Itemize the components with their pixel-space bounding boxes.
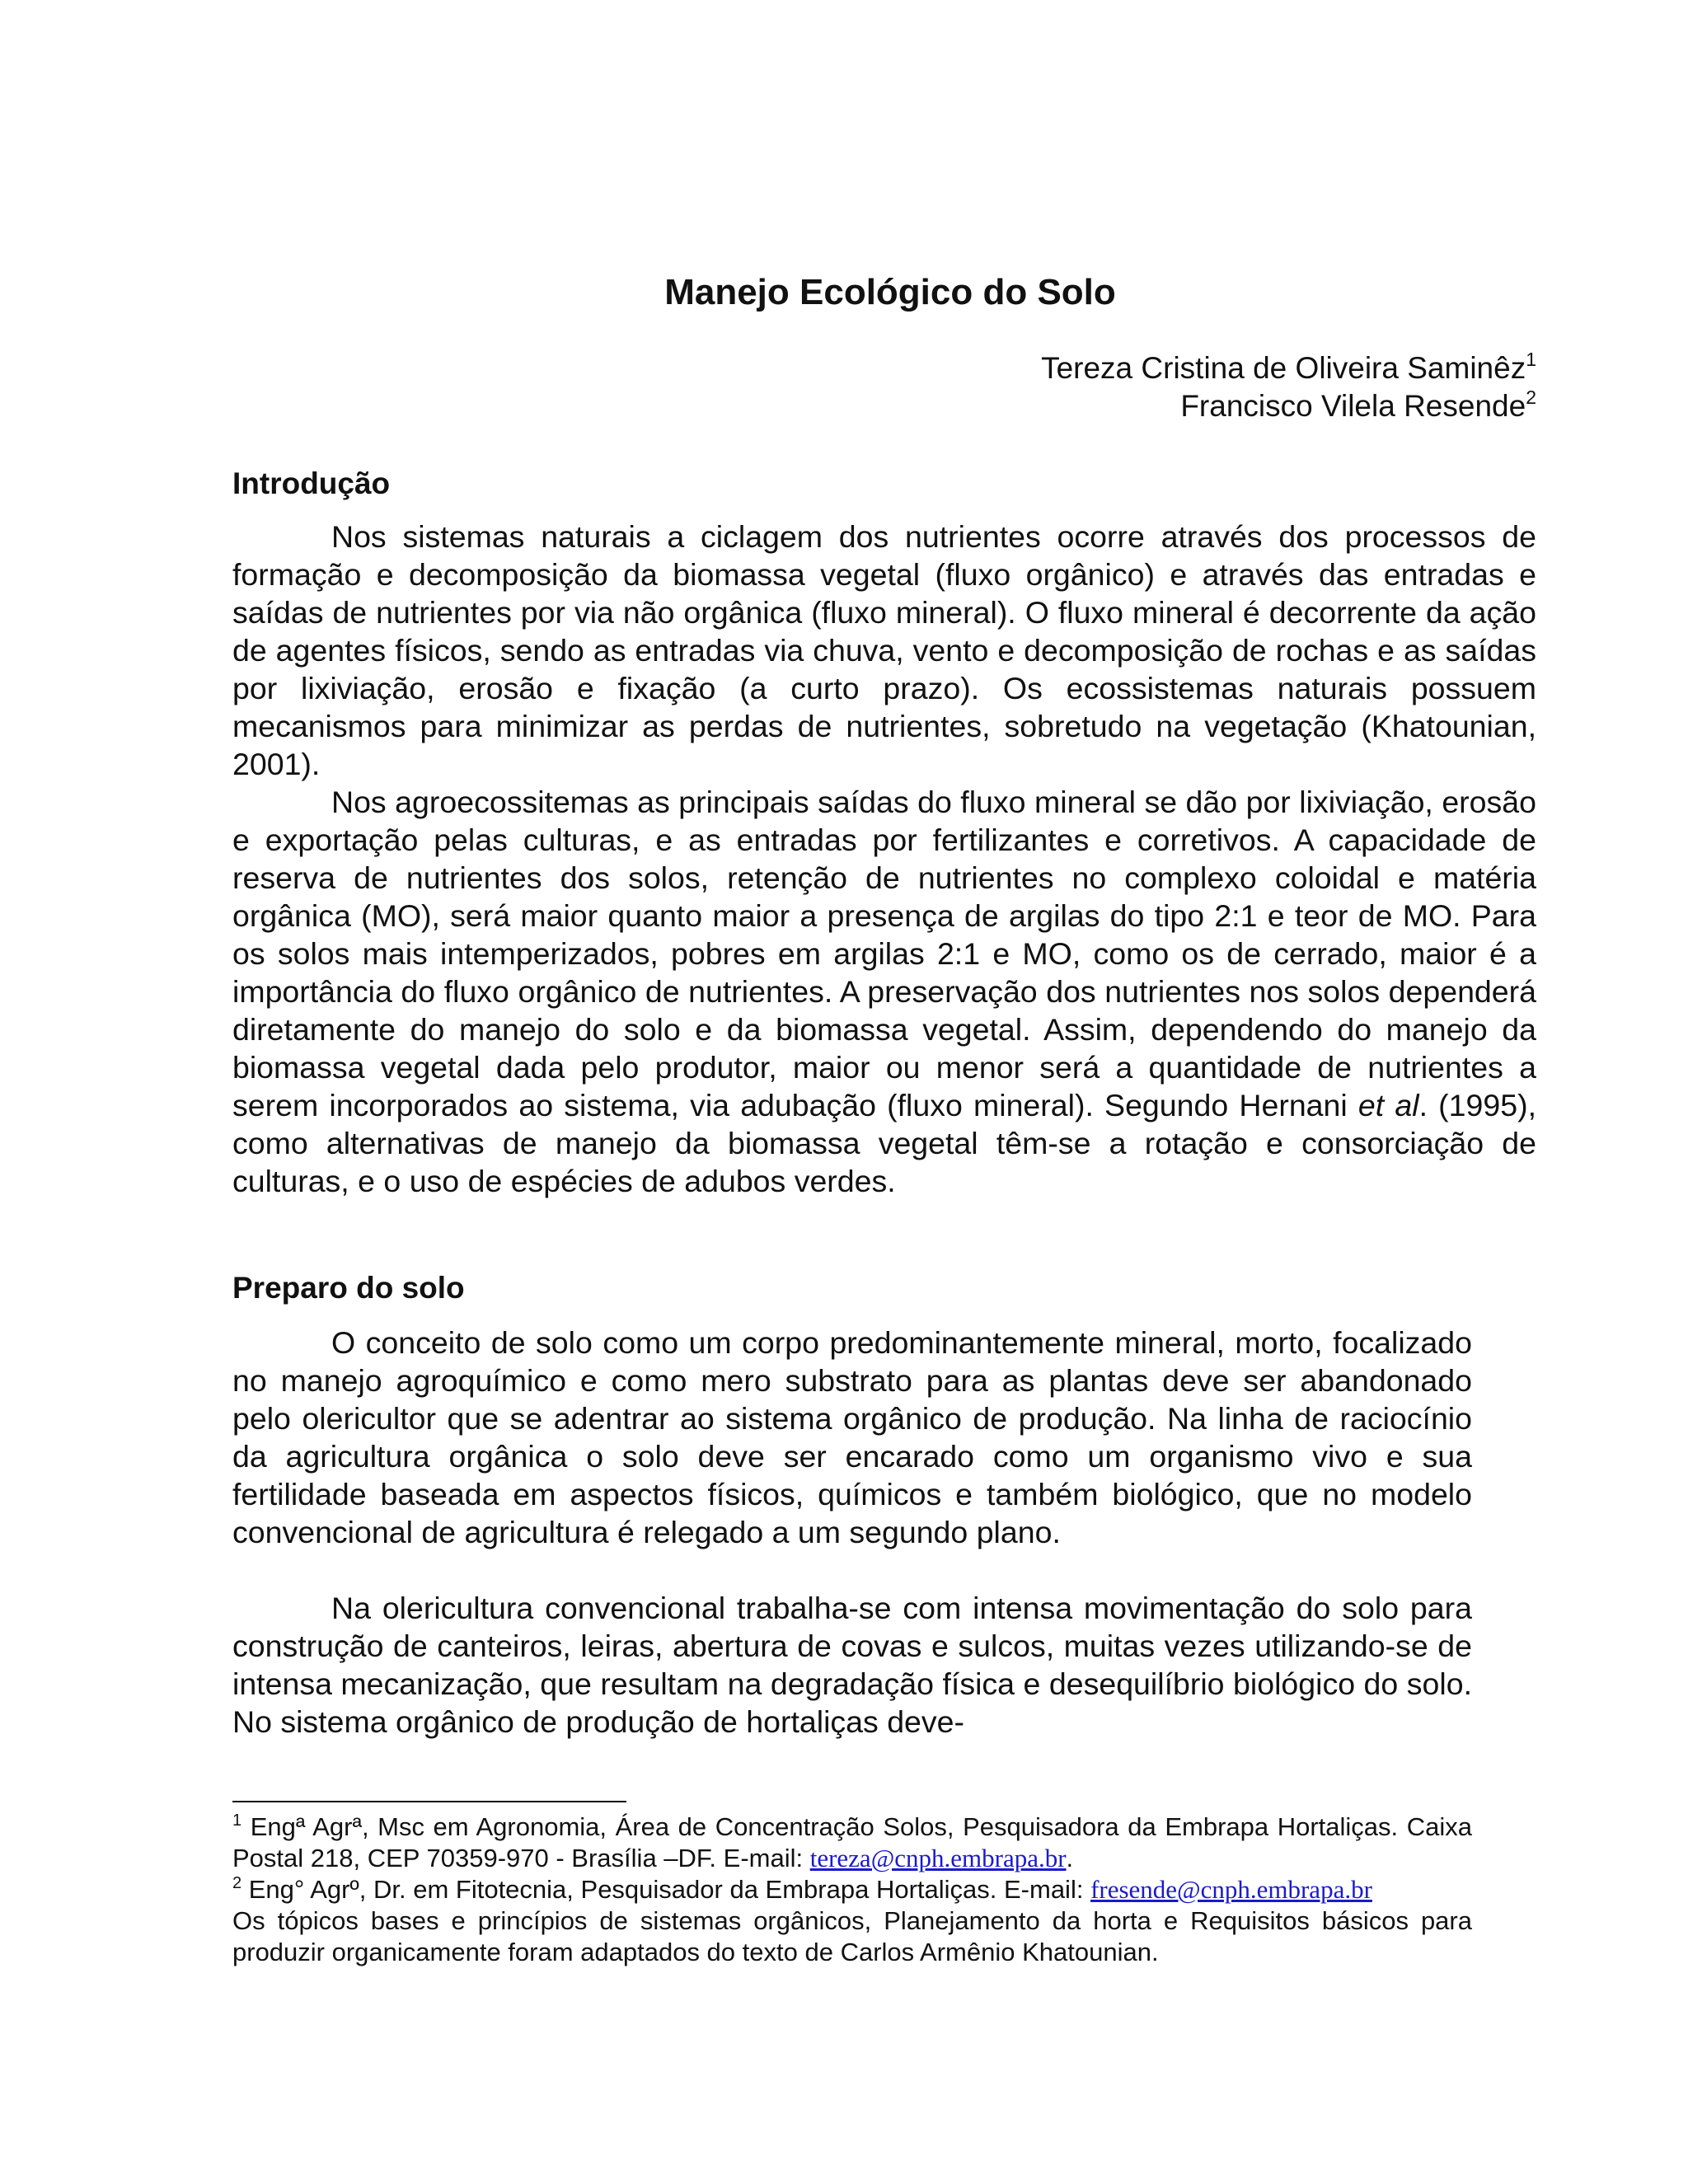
paragraph-text: O conceito de solo como um corpo predominantemente mineral, morto, focalizado no manejo agroquímico e como mero substrato para as plantas deve ser abandonado pelo olericultor que se adentrar ao sistema orgânico de produção. Na linha de raciocínio da agricultura orgânica o solo deve ser encarado como um organismo vivo e sua fertilidade baseada em aspectos físicos, químicos e também biológico, que no modelo convencional de agricultura é relegado a um segundo plano. (232, 1325, 1472, 1549)
author-line (1041, 349, 1536, 387)
footnote-marker: 2 (232, 1874, 242, 1892)
footnote-1 (232, 1811, 1472, 1874)
author-name: Francisco Vilela Resende (1180, 389, 1526, 423)
footnote-divider (232, 1801, 626, 1802)
paragraph-text: Na olericultura convencional trabalha-se com intensa movimentação do solo para construção de canteiros, leiras, abertura de covas e sulcos, muitas vezes utilizando-se de intensa mecanização, que resultam na degradação física e desequilíbrio biológico do solo. No sistema orgânico de produção de hortaliças deve- (232, 1591, 1472, 1739)
paragraph (232, 783, 1536, 1200)
italic-citation: et al (1357, 1088, 1419, 1122)
footnote-text: Engª Agrª, Msc em Agronomia, Área de Concentração Solos, Pesquisadora da Embrapa Hortaliças. Caixa Postal 218, CEP 70359-970 - Brasília –DF. E-mail: (232, 1812, 1472, 1872)
footnote-text: Eng° Agrº, Dr. em Fitotecnia, Pesquisador da Embrapa Hortaliças. E-mail: (241, 1875, 1091, 1904)
footnotes (232, 1811, 1472, 1968)
section-heading-preparo: Preparo do solo (232, 1271, 465, 1305)
footnote-marker: 2 (1526, 387, 1536, 408)
footnote-2 (232, 1874, 1472, 1905)
email-link-fresende[interactable]: fresende@cnph.embrapa.br (1090, 1875, 1372, 1904)
paragraph-text: Nos agroecossitemas as principais saídas do fluxo mineral se dão por lixiviação, erosão e exportação pelas culturas, e as entradas por fertilizantes e corretivos. A capacidade de reserva de nutrientes dos solos, retenção de nutrientes no complexo coloidal e matéria orgânica (MO), será maior quanto maior a presença de argilas do tipo 2:1 e teor de MO. Para os solos mais intemperizados, pobres em argilas 2:1 e MO, como os de cerrado, maior é a importância do fluxo orgânico de nutrientes. A preservação dos nutrientes nos solos dependerá diretamente do manejo do solo e da biomassa vegetal. Assim, dependendo do manejo da biomassa vegetal dada pelo produtor, maior ou menor será a quantidade de nutrientes a serem incorporados ao sistema, via adubação (fluxo mineral). Segundo Hernani (232, 785, 1536, 1122)
section-heading-introducao: Introdução (232, 466, 391, 500)
document-title: Manejo Ecológico do Solo (664, 272, 1116, 312)
author-line (1041, 387, 1536, 425)
paragraph (232, 1324, 1472, 1551)
footnote-marker: 1 (232, 1811, 242, 1830)
author-name: Tereza Cristina de Oliveira Saminêz (1041, 351, 1526, 385)
email-link-tereza[interactable]: tereza@cnph.embrapa.br (809, 1844, 1067, 1872)
footnote-marker: 1 (1526, 349, 1536, 370)
paragraph-text: . (1995), como alternativas de manejo da biomassa vegetal têm-se a rotação e consorciação de culturas, e o uso de espécies de adubos verdes. (232, 1088, 1536, 1198)
author-block (1041, 349, 1536, 425)
footnote-text: . (1066, 1844, 1074, 1872)
paragraph (232, 1589, 1472, 1741)
paragraph-text: Nos sistemas naturais a ciclagem dos nutrientes ocorre através dos processos de formação e decomposição da biomassa vegetal (fluxo orgânico) e através das entradas e saídas de nutrientes por via não orgânica (fluxo mineral). O fluxo mineral é decorrente da ação de agentes físicos, sendo as entradas via chuva, vento e decomposição de rochas e as saídas por lixiviação, erosão e fixação (a curto prazo). Os ecossistemas naturais possuem mecanismos para minimizar as perdas de nutrientes, sobretudo na vegetação (Khatounian, 2001). (232, 519, 1536, 781)
paragraph (232, 518, 1536, 783)
footnote-note: Os tópicos bases e princípios de sistemas orgânicos, Planejamento da horta e Requisitos básicos para produzir organicamente foram adaptados do texto de Carlos Armênio Khatounian. (232, 1906, 1472, 1966)
